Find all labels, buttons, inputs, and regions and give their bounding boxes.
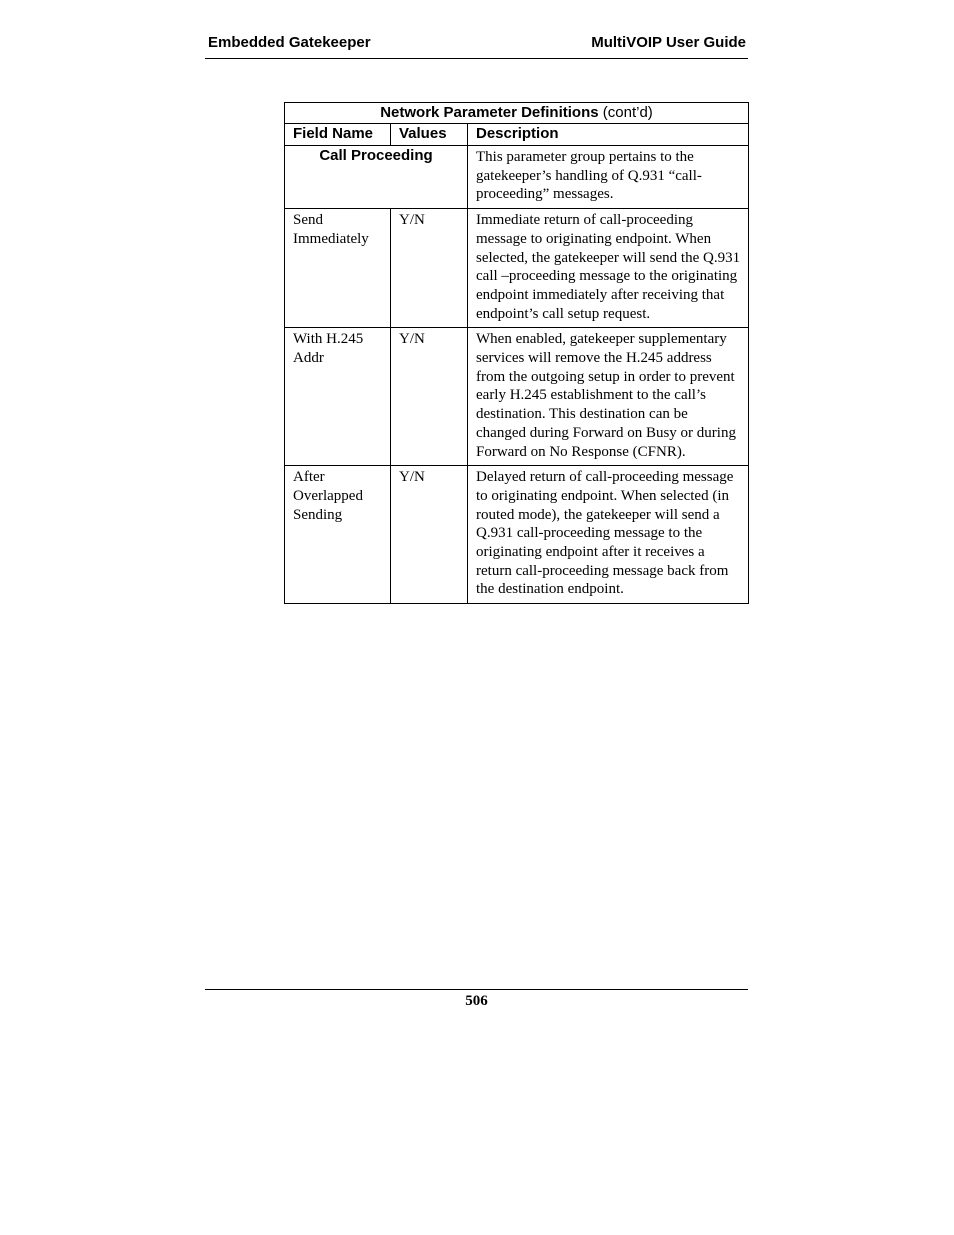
page-footer [205,989,748,1010]
header-section-title: Embedded Gatekeeper [208,34,371,51]
row-values: Y/N [391,209,468,328]
column-header-values: Values [391,124,468,146]
row-field-name: After Overlapped Sending [285,466,391,604]
table-title [285,103,749,124]
row-description: Immediate return of call-proceeding message to originating endpoint. When selected, the gatekeeper will send the Q.931 call –proceeding message to the originating endpoint immediately after receiving that endpoint’s call setup request. [468,209,749,328]
column-header-description: Description [468,124,749,146]
table-row [285,466,749,604]
row-values: Y/N [391,466,468,604]
header-guide-title: MultiVOIP User Guide [591,34,746,51]
table-title-row [285,103,749,124]
table-title-main: Network Parameter Definitions [380,104,599,121]
table-row [285,209,749,328]
group-name: Call Proceeding [285,146,468,209]
group-row [285,146,749,209]
page-number: 506 [465,993,488,1009]
page-header [205,33,748,59]
network-parameter-table [284,102,749,604]
column-header-row [285,124,749,146]
table-row [285,328,749,466]
row-description: When enabled, gatekeeper supplementary services will remove the H.245 address from the outgoing setup in order to prevent early H.245 establishment to the call’s destination. This destination can be changed during Forward on Busy or during Forward on No Response (CFNR). [468,328,749,466]
group-description: This parameter group pertains to the gatekeeper’s handling of Q.931 “call-proceeding” messages. [468,146,749,209]
row-description: Delayed return of call-proceeding message to originating endpoint. When selected (in routed mode), the gatekeeper will send a Q.931 call-proceeding message to the originating endpoint after it receives a return call-proceeding message back from the destination endpoint. [468,466,749,604]
row-field-name: With H.245 Addr [285,328,391,466]
row-values: Y/N [391,328,468,466]
table-title-suffix: (cont’d) [598,104,653,121]
column-header-field-name: Field Name [285,124,391,146]
row-field-name: Send Immediately [285,209,391,328]
